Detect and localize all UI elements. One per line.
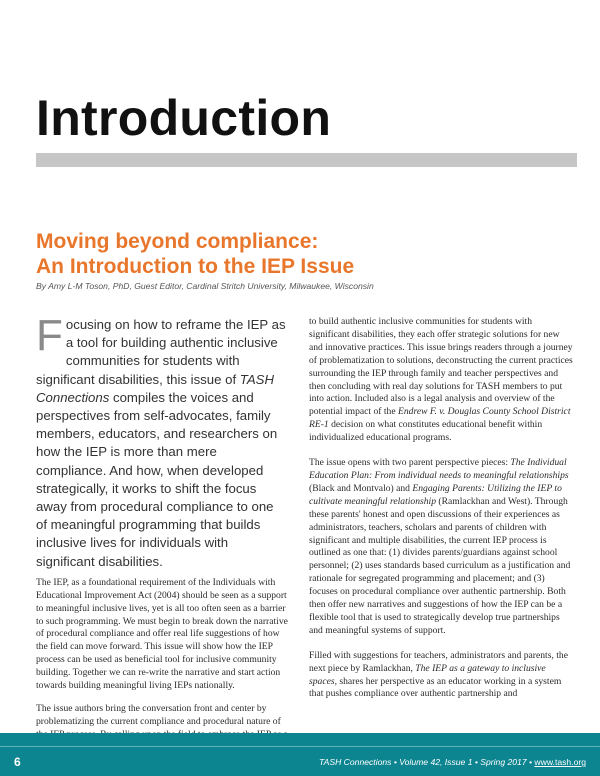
lead-text-start: ocusing on how to reframe the IEP as a tool for building authentic inclusive communities for students with significant disabilities, this issue of (36, 317, 286, 387)
body-paragraph: The IEP, as a foundational requirement of the Individuals with Educational Improvement Act (2004) should be seen as a support to meaningful inclusive lives, yet is all too often seen as a barrier to such programming. We must begin to break down the narrative of procedural compliance and offer real life suggestions of how the field can move forward. This issue will show how the IEP process can be used as beneficial tool for inclusive community building. Together we can re-write the narrative and start action towards building meaningful living IEPs nationally. (36, 576, 288, 692)
paragraph-text: decision on what constitutes educational benefit within individualized educational programs. (309, 419, 543, 444)
paragraph-text: The issue opens with two parent perspective pieces: (309, 457, 511, 469)
paragraph-text: Filled with suggestions for teachers, administrators and parents, the next piece by Ramlackhan, (309, 649, 568, 674)
page-number: 6 (14, 755, 21, 769)
footer-publication-info: TASH Connections • Volume 42, Issue 1 • Spring 2017 • (319, 757, 535, 767)
page-title: Introduction (36, 90, 332, 146)
body-paragraph (309, 650, 573, 702)
footer-band (0, 733, 600, 747)
article-heading (36, 229, 354, 279)
body-paragraph (309, 316, 573, 445)
body-paragraph: The issue authors bring the conversation front and center by problematizing the current compliance and procedural nature of (36, 703, 281, 727)
left-column (36, 311, 288, 765)
footer-url-link[interactable]: www.tash.org (534, 757, 586, 767)
paragraph-text: (Ramlackhan and West). Through these parents' honest and open discussions of their experiences as administrators, teachers, scholars and parents of children with significant and multiple disabilities, the current IEP process is outlined as one that: (1) divides parents/guardians against school personnel; (2) uses standards based curriculum as a justification and rationale for segregated programming and placement; and (3) focuses on procedural compliance over authentic partnership. Both then offer new narratives and suggestions of how the IEP can be a flexible tool that is used to strategically develop true partnerships and meaningful systems of support. (309, 495, 571, 636)
footer-credit (319, 757, 586, 767)
article-citation: Engaging Parents: Utilizing the IEP to cultivate meaningful relationship (309, 482, 562, 507)
publication-name: TASH Connections (36, 371, 274, 405)
drop-cap: F (36, 311, 63, 360)
paragraph-text: (Black and Montvalo) and (309, 482, 413, 494)
body-paragraph (309, 457, 573, 638)
right-column (309, 316, 573, 713)
paragraph-text: to build authentic inclusive communities for students with significant disabilities, they each offer strategic solutions for new and innovative practices. This issue brings readers through a journey of problematization to solutions, deconstructing the current practices surrounding the IEP through family and teacher perspectives and then concluding with real day solutions for TASH members to put into action. Included also is a legal analysis and overview of the potential impact of the (309, 316, 573, 418)
byline: By Amy L-M Toson, PhD, Guest Editor, Cardinal Stritch University, Milwaukee, Wisconsin (36, 281, 374, 291)
lead-paragraph (36, 311, 288, 571)
paragraph-text: , shares her perspective as an educator working in a system that pushes compliance over authentic partnership and (309, 675, 562, 700)
article-citation: The Individual Education Plan: From individual needs to meaningful relationships (309, 457, 569, 481)
article-citation: The IEP as a gateway to inclusive spaces (309, 662, 546, 687)
article-heading-line-2: An Introduction to the IEP Issue (36, 255, 355, 278)
case-citation: Endrew F. v. Douglas County School District RE-1 (309, 406, 571, 431)
top-margin (0, 0, 600, 12)
title-divider (36, 153, 577, 167)
lead-text-end: compiles the voices and perspectives from self-advocates, family members, educators, and researchers on how the IEP is more than mere compliance. And how, when developed strategically, it works to shift the focus away from procedural compliance to one of meaningful programming that builds inclusive lives for individuals with significant disabilities. (36, 389, 278, 569)
article-heading-line-1: Moving beyond compliance: (36, 230, 319, 253)
